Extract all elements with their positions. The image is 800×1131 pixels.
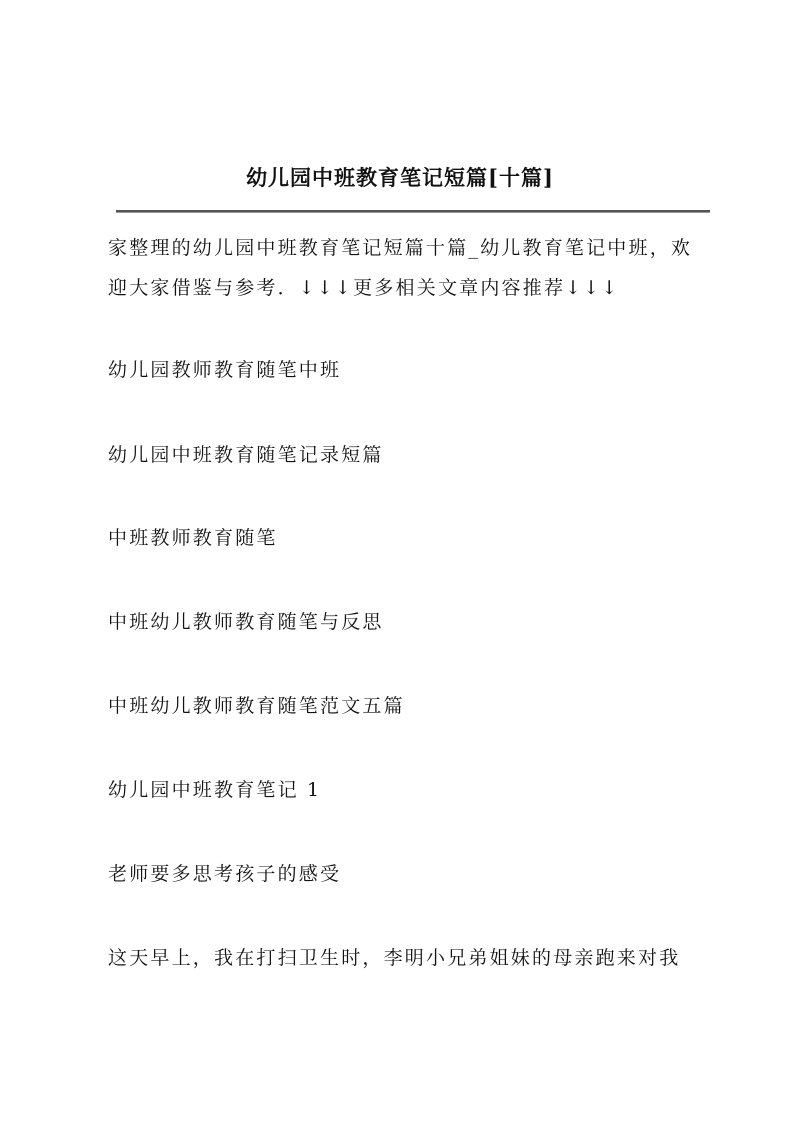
related-article-link[interactable]: 中班幼儿教师教育随笔范文五篇 xyxy=(108,695,405,717)
title-divider xyxy=(116,210,710,213)
intro-paragraph xyxy=(108,228,708,308)
section-subtitle: 老师要多思考孩子的感受 xyxy=(108,863,342,885)
intro-line-1: 家整理的幼儿园中班教育笔记短篇十篇_幼儿教育笔记中班，欢 xyxy=(108,237,693,259)
related-article-link[interactable]: 中班幼儿教师教育随笔与反思 xyxy=(108,611,384,633)
document-title: 幼儿园中班教育笔记短篇[十篇] xyxy=(246,165,554,190)
intro-line-2: 迎大家借鉴与参考．↓↓↓更多相关文章内容推荐↓↓↓ xyxy=(108,277,620,299)
section-heading: 幼儿园中班教育笔记 1 xyxy=(108,779,322,801)
related-article-link[interactable]: 幼儿园教师教育随笔中班 xyxy=(108,359,342,381)
body-text: 这天早上，我在打扫卫生时，李明小兄弟姐妹的母亲跑来对我 xyxy=(108,947,681,969)
related-article-link[interactable]: 中班教师教育随笔 xyxy=(108,527,278,549)
related-article-link[interactable]: 幼儿园中班教育随笔记录短篇 xyxy=(108,444,384,466)
